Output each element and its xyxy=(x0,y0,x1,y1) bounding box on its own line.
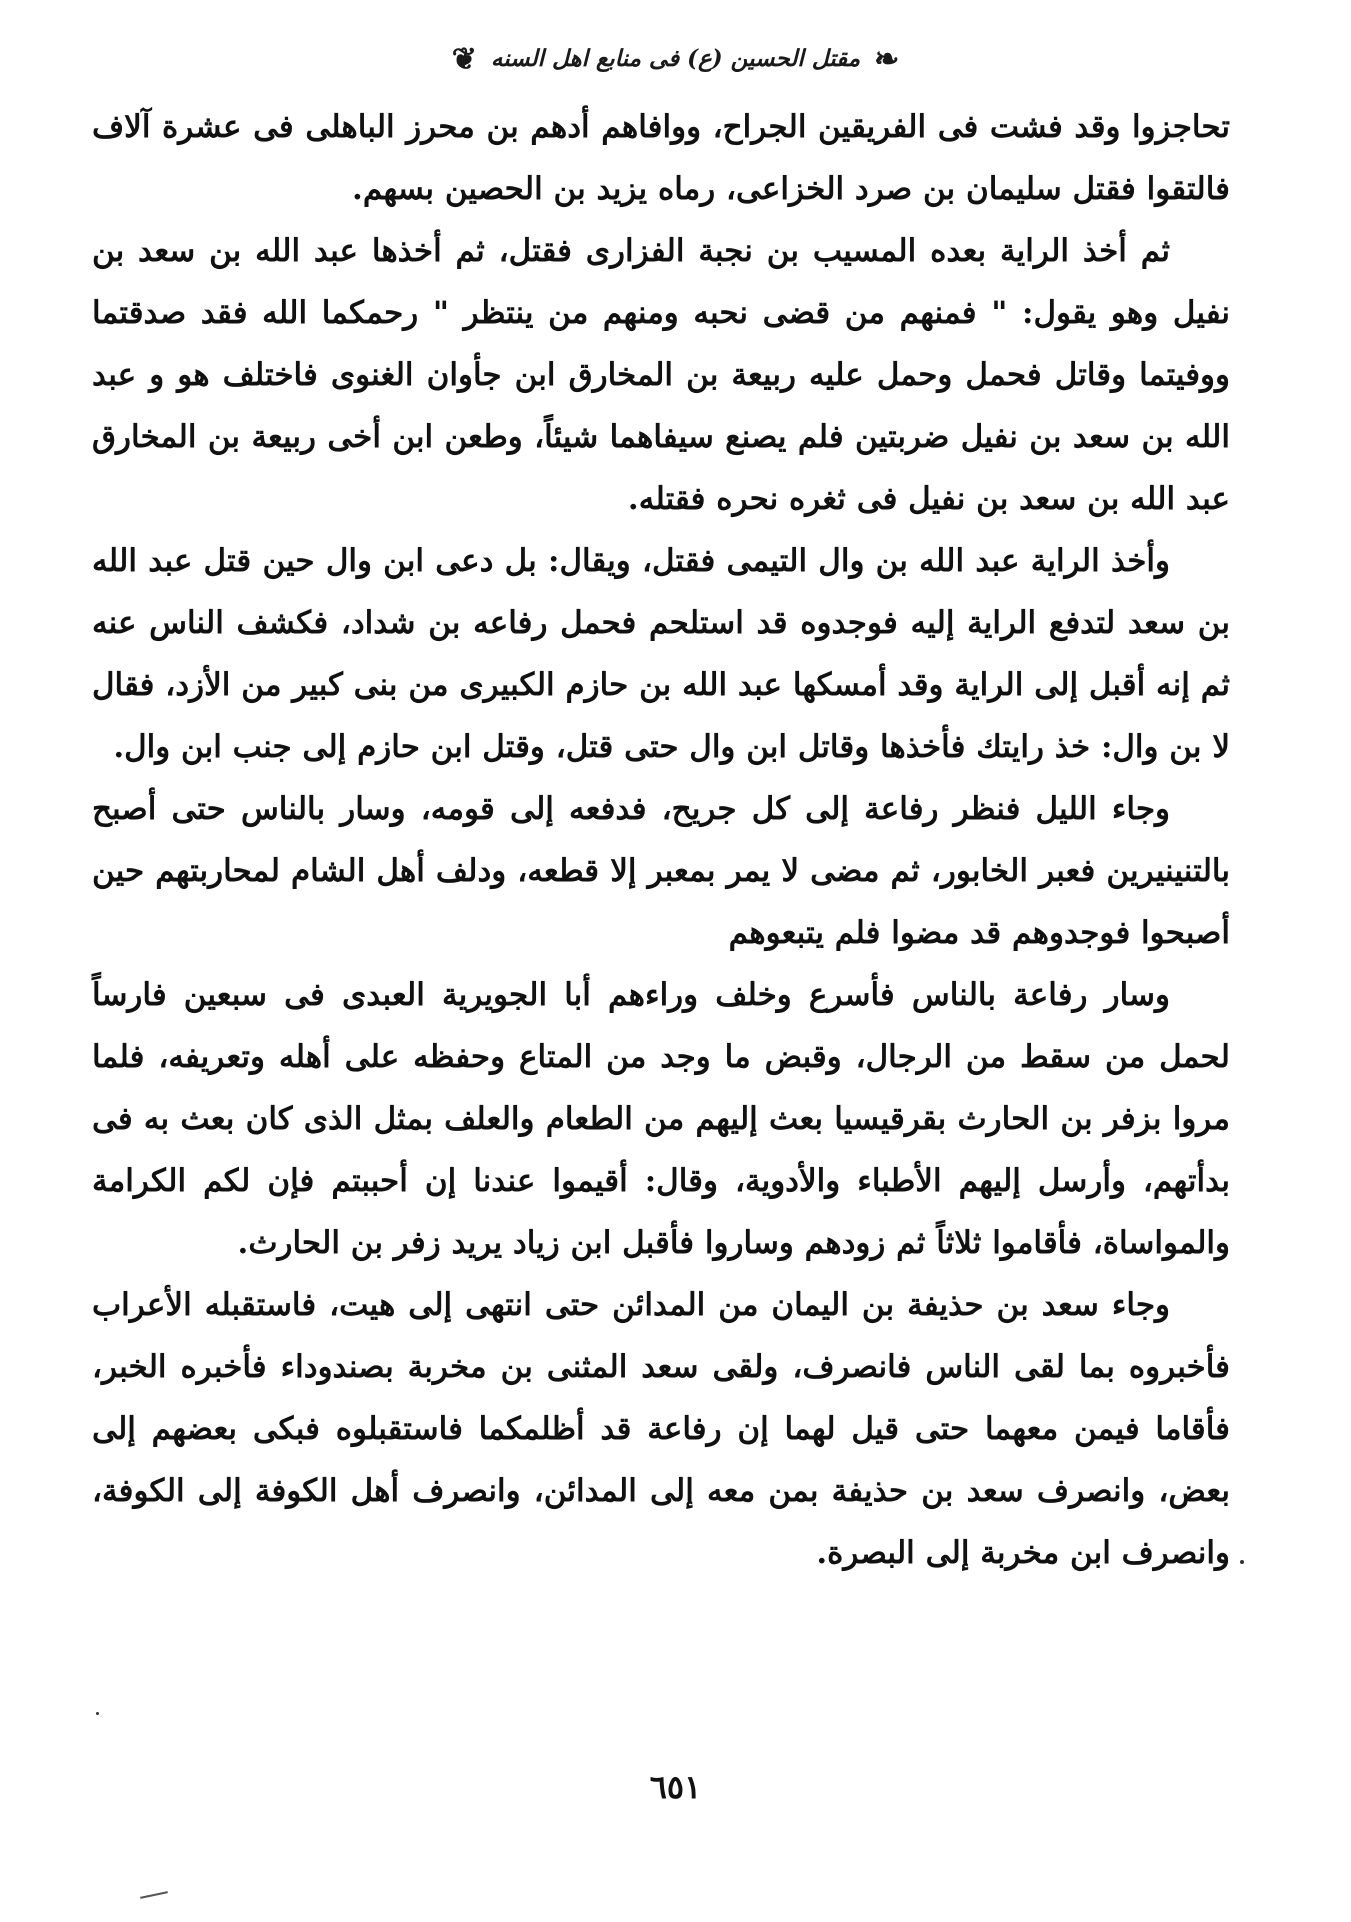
paragraph: ثم أخذ الراية بعده المسيب بن نجبة الفزارى فقتل، ثم أخذها عبد الله بن سعد بن نفيل وهو يقول: " فمنهم من قضى نحبه ومنهم من ينتظر " رحمكما الله فقد صدقتما ووفيتما وقاتل فحمل وحمل عليه ربيعة بن المخارق ابن جأوان الغنوى فاختلف هو و عبد الله بن سعد بن نفيل ضربتين فلم يصنع سيفاهما شيئاً، وطعن ابن أخى ربيعة بن المخارق عبد الله بن سعد بن نفيل فى ثغره نحره فقتله. xyxy=(92,233,1230,517)
header-title: مقتل الحسين (ع) فى منابع اهل السنه xyxy=(490,45,861,72)
paragraph: وجاء سعد بن حذيفة بن اليمان من المدائن حتى انتهى إلى هيت، فاستقبله الأعراب فأخبروه بما لقى الناس فانصرف، ولقى سعد المثنى بن مخربة بصندوداء فأخبره الخبر، فأقاما فيمن معهما حتى قيل لهما إن رفاعة قد أظلمكما فاستقبلوه فبكى بعضهم إلى بعض، وانصرف سعد بن حذيفة بمن معه إلى المدائن، وانصرف أهل الكوفة إلى الكوفة، وانصرف ابن مخربة إلى البصرة. xyxy=(92,1287,1230,1571)
page-number: ٦٥١ xyxy=(649,1768,702,1806)
paragraph: وسار رفاعة بالناس فأسرع وخلف وراءهم أبا الجويرية العبدى فى سبعين فارساً لحمل من سقط من الرجال، وقبض ما وجد من المتاع وحفظه على أهله وتعريفه، فلما مروا بزفر بن الحارث بقرقيسيا بعث إليهم من الطعام والعلف بمثل الذى كان بعث به فى بدأتهم، وأرسل إليهم الأطباء والأدوية، وقال: أقيموا عندنا إن أحببتم فإن لكم الكرامة والمواساة، فأقاموا ثلاثاً ثم زودهم وساروا فأقبل ابن زياد يريد زفر بن الحارث. xyxy=(92,977,1230,1261)
ornament-right-icon: ❧ xyxy=(874,42,900,77)
running-header xyxy=(0,42,1351,77)
body-text xyxy=(92,96,1230,1584)
ornament-left-icon: ❦ xyxy=(451,42,477,77)
paragraph: وأخذ الراية عبد الله بن وال التيمى فقتل، ويقال: بل دعى ابن وال حين قتل عبد الله بن سعد لتدفع الراية إليه فوجدوه قد استلحم فحمل رفاعه بن شداد، فكشف الناس عنه ثم إنه أقبل إلى الراية وقد أمسكها عبد الله بن حازم الكبيرى من بنى كبير من الأزد، فقال لا بن وال: خذ رايتك فأخذها وقاتل ابن وال حتى قتل، وقتل ابن حازم إلى جنب ابن وال. xyxy=(92,543,1230,765)
scan-speck xyxy=(96,1712,99,1715)
paragraph: وجاء الليل فنظر رفاعة إلى كل جريح، فدفعه إلى قومه، وسار بالناس حتى أصبح بالتنينيرين فعبر الخابور، ثم مضى لا يمر بمعبر إلا قطعه، ودلف أهل الشام لمحاربتهم حين أصبحوا فوجدوهم قد مضوا فلم يتبعوهم xyxy=(92,791,1230,951)
paragraph: تحاجزوا وقد فشت فى الفريقين الجراح، ووافاهم أدهم بن محرز الباهلى فى عشرة آلاف فالتقوا فقتل سليمان بن صرد الخزاعى، رماه يزيد بن الحصين بسهم. xyxy=(92,109,1230,207)
scan-mark xyxy=(140,1891,168,1899)
scan-speck xyxy=(1240,1560,1244,1564)
